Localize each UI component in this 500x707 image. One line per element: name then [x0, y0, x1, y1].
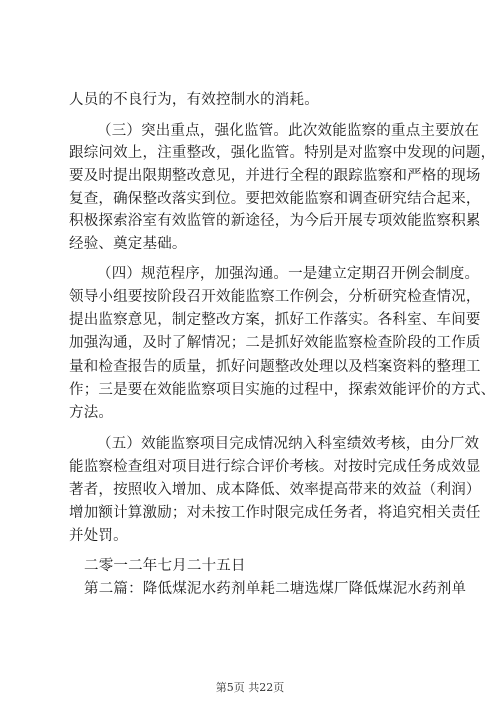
page-footer: 第5页 共22页 — [215, 681, 285, 694]
text-line: 领导小组要按阶段召开效能监察工作例会，分析研究检查情况， — [69, 289, 481, 305]
text-line: 提出监察意见，制定整改方案，抓好工作落实。各科室、车间要 — [69, 312, 481, 328]
text-line: 并处罚。 — [69, 528, 128, 544]
section-heading-line: （三）突出重点，强化监管。此次效能监察的重点主要放在 — [97, 123, 480, 139]
text-line: 加强沟通，及时了解情况；二是抓好效能监察检查阶段的工作质 — [69, 335, 481, 351]
next-section-title: 第二篇：降低煤泥水药剂单耗二塘选煤厂降低煤泥水药剂单 — [84, 581, 467, 597]
text-line: 方法。 — [69, 405, 114, 421]
text-line: 增加额计算激励；对未按工作时限完成任务者，将追究相关责任 — [69, 505, 481, 521]
text-line: 人员的不良行为，有效控制水的消耗。 — [69, 92, 319, 108]
section-heading-line: （四）规范程序，加强沟通。一是建立定期召开例会制度。 — [97, 266, 480, 282]
text-line: 要及时提出限期整改意见，并进行全程的跟踪监察和严格的现场 — [69, 168, 481, 184]
text-line: 积极探索浴室有效监管的新途径，为今后开展专项效能监察积累 — [69, 213, 481, 229]
text-line: 经验、奠定基础。 — [69, 236, 187, 252]
text-line: 著者，按照收入增加、成本降低、效率提高带来的效益（利润） — [69, 482, 481, 498]
date-line: 二零一二年七月二十五日 — [84, 558, 246, 574]
text-line: 量和检查报告的质量，抓好问题整改处理以及档案资料的整理工 — [69, 359, 481, 375]
text-line: 能监察检查组对项目进行综合评价考核。对按时完成任务成效显 — [69, 459, 481, 475]
text-line: 跟综问效上，注重整改，强化监管。特别是对监察中发现的问题， — [69, 145, 496, 161]
text-line: 作；三是要在效能监察项目实施的过程中，探索效能评价的方式、 — [69, 382, 496, 398]
section-heading-line: （五）效能监察项目完成情况纳入科室绩效考核，由分厂效 — [97, 436, 480, 452]
text-line: 复查，确保整改落实到位。要把效能监察和调查研究结合起来， — [69, 191, 481, 207]
